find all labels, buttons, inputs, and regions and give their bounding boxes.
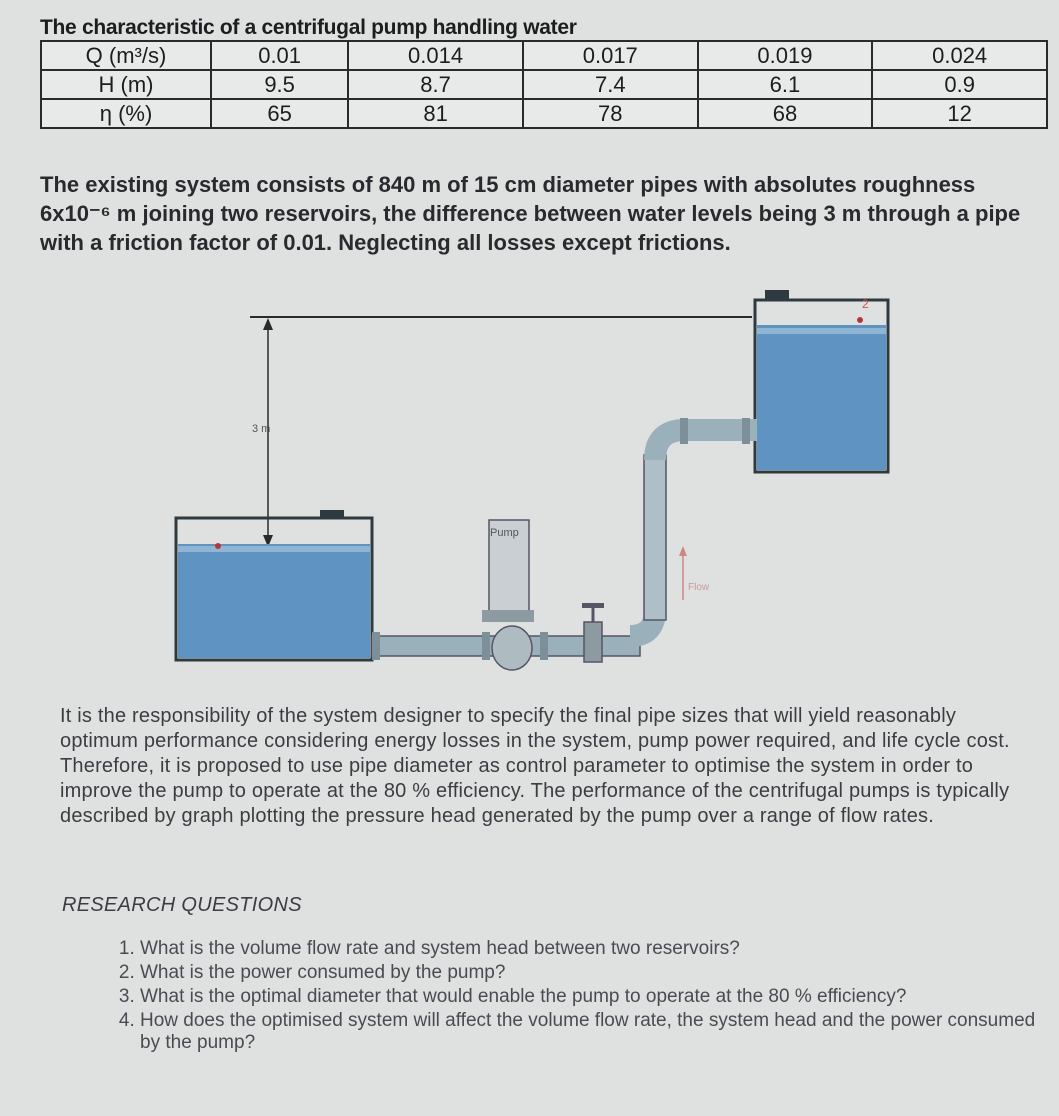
list-item: 2. What is the power consumed by the pump? xyxy=(140,962,1040,984)
pump-label: Pump xyxy=(490,527,519,539)
table-cell: 0.9 xyxy=(872,70,1047,99)
table-cell: 6.1 xyxy=(698,70,873,99)
table-cell: 9.5 xyxy=(211,70,348,99)
table-cell: 8.7 xyxy=(348,70,523,99)
table-cell: 0.014 xyxy=(348,41,523,70)
flow-label: Flow xyxy=(688,582,710,593)
row-header: H (m) xyxy=(41,70,211,99)
table-cell: 7.4 xyxy=(523,70,698,99)
table-cell: 78 xyxy=(523,99,698,128)
table-row xyxy=(41,41,1047,70)
system-description: The existing system consists of 840 m of 15 cm diameter pipes with absolutes roughness 6x10⁻⁶ m joining two reservoirs, the difference between water levels being 3 m through a pipe with a friction factor of 0.01. Neglecting all losses except frictions. xyxy=(40,172,1021,255)
valve-body xyxy=(584,622,602,662)
table-title: The characteristic of a centrifugal pump handling water xyxy=(40,16,577,39)
height-label: 3 m xyxy=(252,423,271,435)
lower-reservoir-water xyxy=(178,544,370,658)
list-item: 1. What is the volume flow rate and system head between two reservoirs? xyxy=(140,938,1040,960)
table-cell: 0.024 xyxy=(872,41,1047,70)
table-row xyxy=(41,70,1047,99)
pump-characteristic-table xyxy=(40,40,1048,129)
table-cell: 65 xyxy=(211,99,348,128)
list-item: 4. How does the optimised system will affect the volume flow rate, the system head and the power consumed by the pump? xyxy=(140,1010,1040,1054)
arrow-up-icon xyxy=(263,318,273,330)
research-questions-heading: RESEARCH QUESTIONS xyxy=(62,894,302,916)
table-cell: 0.017 xyxy=(523,41,698,70)
pump-system-diagram xyxy=(0,270,1059,700)
table-cell: 0.019 xyxy=(698,41,873,70)
pipe-flange xyxy=(742,418,750,444)
table-cell: 68 xyxy=(698,99,873,128)
table-row xyxy=(41,99,1047,128)
list-item: 3. What is the optimal diameter that would enable the pump to operate at the 80 % efficiency? xyxy=(140,986,1040,1008)
point-label: 2 xyxy=(862,297,869,311)
pump-neck xyxy=(482,610,534,622)
table-cell: 12 xyxy=(872,99,1047,128)
pipe-flange xyxy=(540,632,548,660)
discharge-pipe xyxy=(655,430,757,460)
pipe-flange xyxy=(680,418,688,444)
table-cell: 81 xyxy=(348,99,523,128)
pump-casing xyxy=(492,626,532,670)
upper-vent-icon xyxy=(765,290,789,300)
upper-marker-icon xyxy=(857,317,863,323)
flow-arrow-icon xyxy=(679,546,687,556)
lower-vent-icon xyxy=(320,510,344,518)
valve-handle-icon xyxy=(582,603,604,608)
riser-pipe-section xyxy=(644,455,666,620)
upper-water-surface xyxy=(757,328,886,334)
row-header: η (%) xyxy=(41,99,211,128)
research-questions-list xyxy=(100,938,1040,1056)
lower-marker-icon xyxy=(215,543,221,549)
table-cell: 0.01 xyxy=(211,41,348,70)
upper-reservoir-water xyxy=(757,325,886,470)
row-header: Q (m³/s) xyxy=(41,41,211,70)
design-description: It is the responsibility of the system designer to specify the final pipe sizes that will yield reasonably optimum performance considering energy losses in the system, pump power required, and life cycle cost. Therefore, it is proposed to use pipe diameter as control parameter to optimise the system in order to improve the pump to operate at the 80 % efficiency. The performance of the centrifugal pumps is typically described by graph plotting the pressure head generated by the pump over a range of flow rates. xyxy=(60,705,1010,827)
lower-water-surface xyxy=(178,546,370,552)
pipe-flange xyxy=(372,632,380,660)
pipe-flange xyxy=(482,632,490,660)
